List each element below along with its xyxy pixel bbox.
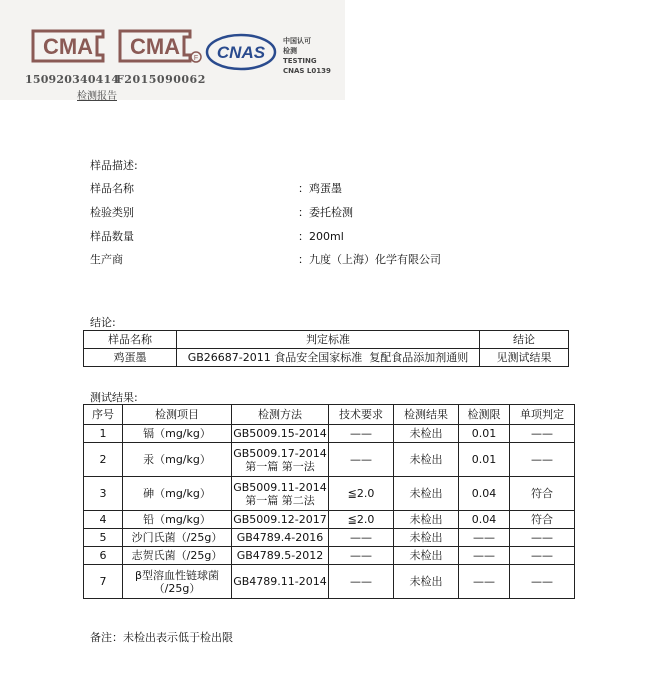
conclusion-result: 见测试结果 <box>480 349 569 367</box>
cell: ≦2.0 <box>329 511 394 529</box>
results-heading: 测试结果: <box>90 391 138 404</box>
conclusion-col-result: 结论 <box>480 331 569 349</box>
cell: 5 <box>84 529 123 547</box>
cell: ≦2.0 <box>329 477 394 511</box>
table-row <box>84 511 575 529</box>
conclusion-col-standard: 判定标准 <box>177 331 480 349</box>
cell: —— <box>329 425 394 443</box>
cnas-line-1: 中国认可 <box>283 37 311 45</box>
manufacturer-value: ：九度（上海）化学有限公司 <box>298 253 441 266</box>
col-requirement: 技术要求 <box>329 405 394 425</box>
conclusion-sample: 鸡蛋墨 <box>84 349 177 367</box>
cell: GB4789.11-2014 <box>232 565 329 599</box>
cell: 未检出 <box>394 529 459 547</box>
cell: 3 <box>84 477 123 511</box>
cell: 符合 <box>510 477 575 511</box>
cell: 7 <box>84 565 123 599</box>
col-item: 检测项目 <box>123 405 232 425</box>
conclusion-standard: GB26687-2011 食品安全国家标准 复配食品添加剂通则 <box>177 349 480 367</box>
cell: GB5009.12-2017 <box>232 511 329 529</box>
cell: —— <box>510 443 575 477</box>
cell: GB5009.17-2014 第一篇 第一法 <box>232 443 329 477</box>
cell: GB4789.5-2012 <box>232 547 329 565</box>
conclusion-heading: 结论: <box>90 316 116 329</box>
cell: 镉（mg/kg） <box>123 425 232 443</box>
col-method: 检测方法 <box>232 405 329 425</box>
cma-code-1: 150920340414 <box>25 73 120 86</box>
cnas-logo-icon <box>205 32 277 72</box>
cell: 0.04 <box>459 511 510 529</box>
cell: 6 <box>84 547 123 565</box>
col-index: 序号 <box>84 405 123 425</box>
cell: —— <box>510 547 575 565</box>
col-limit: 检测限 <box>459 405 510 425</box>
cell: —— <box>510 529 575 547</box>
cell: —— <box>459 565 510 599</box>
cell: 志贺氏菌（/25g） <box>123 547 232 565</box>
cell: 未检出 <box>394 511 459 529</box>
cell: GB4789.4-2016 <box>232 529 329 547</box>
cell: 0.04 <box>459 477 510 511</box>
conclusion-table <box>83 330 569 367</box>
cell: —— <box>459 547 510 565</box>
certification-header <box>0 0 345 100</box>
cell: 2 <box>84 443 123 477</box>
inspection-type-value: ：委托检测 <box>298 206 353 219</box>
remark: 备注：未检出表示低于检出限 <box>90 631 233 644</box>
sample-quantity-value: ：200ml <box>298 230 344 243</box>
cnas-label <box>283 36 331 76</box>
cell: 符合 <box>510 511 575 529</box>
cnas-line-2: 检测 <box>283 47 297 55</box>
table-row <box>84 425 575 443</box>
sample-name-value: ：鸡蛋墨 <box>298 182 342 195</box>
results-table <box>83 404 575 599</box>
cell: —— <box>329 529 394 547</box>
cell: 4 <box>84 511 123 529</box>
results-header-row <box>84 405 575 425</box>
cma-logo-2-icon <box>116 27 202 65</box>
cnas-line-3: TESTING <box>283 57 317 65</box>
conclusion-col-sample: 样品名称 <box>84 331 177 349</box>
table-row <box>84 565 575 599</box>
manufacturer-label: 生产商 <box>90 253 123 266</box>
cell: 未检出 <box>394 425 459 443</box>
cell: —— <box>510 425 575 443</box>
svg-text:F: F <box>193 55 199 62</box>
conclusion-header-row <box>84 331 569 349</box>
sample-heading: 样品描述: <box>90 159 138 172</box>
col-judgement: 单项判定 <box>510 405 575 425</box>
cell: 砷（mg/kg） <box>123 477 232 511</box>
sample-quantity-label: 样品数量 <box>90 230 134 243</box>
cell: 未检出 <box>394 443 459 477</box>
cell: —— <box>329 547 394 565</box>
cma-code-2: F2015090062 <box>116 73 206 86</box>
conclusion-row <box>84 349 569 367</box>
table-row <box>84 529 575 547</box>
sample-name-label: 样品名称 <box>90 182 134 195</box>
cell: 沙门氏菌（/25g） <box>123 529 232 547</box>
cell: 汞（mg/kg） <box>123 443 232 477</box>
cell: 0.01 <box>459 425 510 443</box>
cell: —— <box>329 443 394 477</box>
cell: GB5009.11-2014 第一篇 第二法 <box>232 477 329 511</box>
inspection-type-label: 检验类别 <box>90 206 134 219</box>
table-row <box>84 547 575 565</box>
table-row <box>84 443 575 477</box>
cnas-logo-text: CNAS <box>216 43 266 62</box>
col-result: 检测结果 <box>394 405 459 425</box>
cell: 1 <box>84 425 123 443</box>
table-row <box>84 477 575 511</box>
cell: GB5009.15-2014 <box>232 425 329 443</box>
cell: 未检出 <box>394 565 459 599</box>
cnas-line-4: CNAS L0139 <box>283 67 331 75</box>
cma-logo-2-text: CMA <box>129 34 181 59</box>
cell: 未检出 <box>394 477 459 511</box>
cma-logo-text: CMA <box>42 34 94 59</box>
cell: 铅（mg/kg） <box>123 511 232 529</box>
cell: 未检出 <box>394 547 459 565</box>
cell: 0.01 <box>459 443 510 477</box>
cell: —— <box>459 529 510 547</box>
cell: β型溶血性链球菌 （/25g） <box>123 565 232 599</box>
cma-logo-icon <box>27 27 109 65</box>
cell: —— <box>329 565 394 599</box>
cell: —— <box>510 565 575 599</box>
report-link[interactable]: 检测报告 <box>77 91 117 102</box>
